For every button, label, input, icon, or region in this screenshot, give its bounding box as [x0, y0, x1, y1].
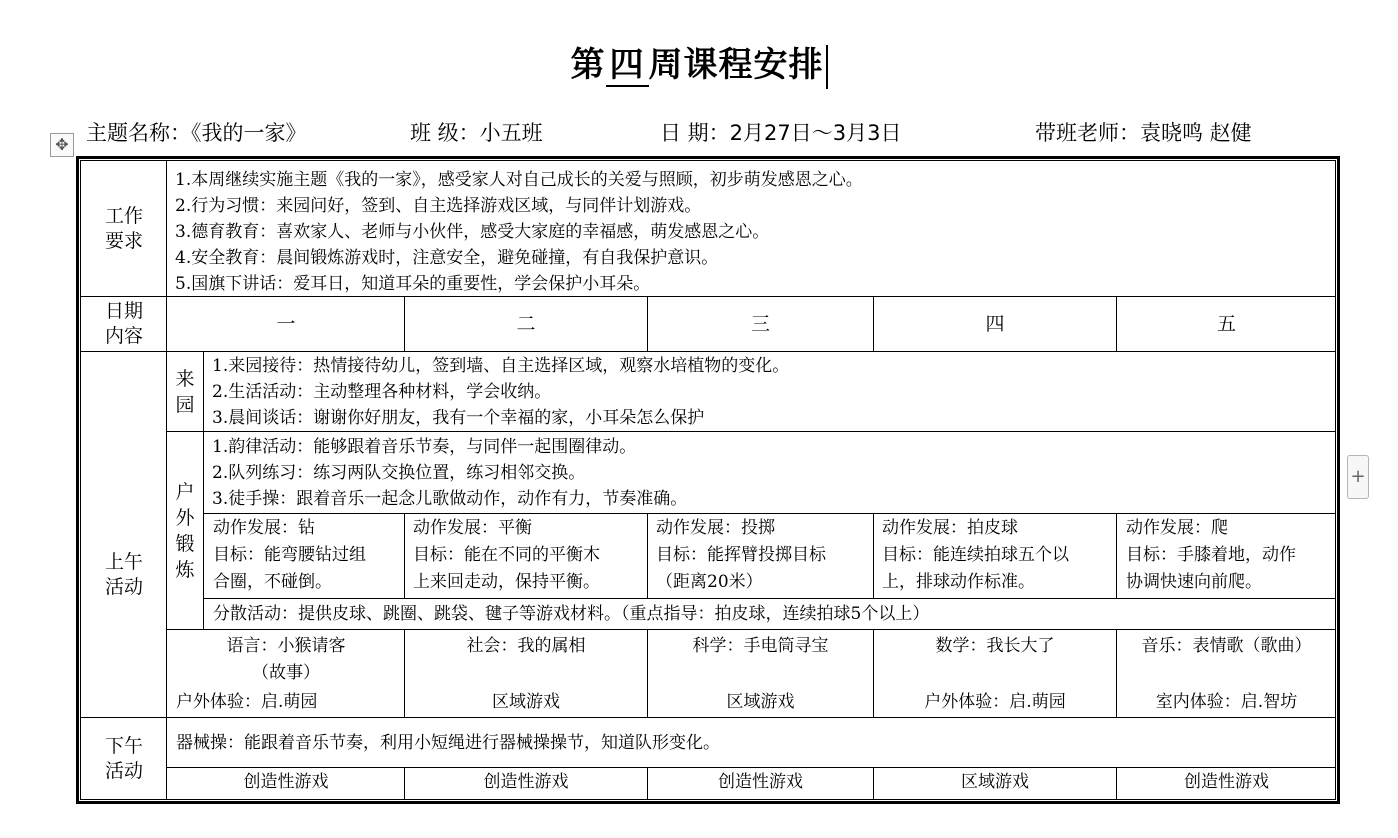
cell-line: 动作发展：拍皮球: [882, 518, 1018, 538]
cell-line: 动作发展：投掷: [656, 518, 775, 538]
game-fri: 创造性游戏: [1184, 772, 1269, 792]
day-header-mon: 一: [276, 313, 296, 335]
row-divider: [80, 717, 1336, 718]
lesson-fri-bottom: 室内体验：启.智坊: [1155, 692, 1298, 712]
game-wed: 创造性游戏: [718, 772, 803, 792]
game-mon: 创造性游戏: [243, 772, 329, 792]
cell-line: 动作发展：钻: [213, 518, 315, 538]
lesson-title: 社会：我的属相: [466, 636, 586, 656]
text-cursor: [826, 45, 828, 89]
list-item: 3.德育教育：喜欢家人、老师与小伙伴，感受大家庭的幸福感，萌发感恩之心。: [175, 222, 770, 242]
theme-name: 主题名称：《我的一家》: [86, 121, 307, 145]
row-divider: [80, 351, 1336, 352]
cell-line: 目标：能弯腰钻过组: [213, 545, 366, 565]
outdoor-label-char: 炼: [175, 558, 195, 581]
cell-line: 合圈，不碰倒。: [213, 572, 332, 592]
motor-cell-thu: [882, 515, 1114, 596]
lesson-thu: [874, 633, 1116, 660]
arrival-items: [212, 353, 789, 431]
arrival-label: [174, 352, 196, 431]
col-divider: [404, 513, 405, 598]
title-prefix: 第: [570, 45, 606, 85]
cell-line: 动作发展：爬: [1126, 518, 1228, 538]
lesson-mon-bottom: 户外体验：启.萌园: [176, 692, 318, 712]
cell-line: （距离20米）: [656, 572, 763, 592]
teacher-names: 带班老师：袁晓鸣 赵健: [1035, 121, 1252, 145]
col-divider: [203, 351, 204, 629]
list-item: 4.安全教育：晨间锻炼游戏时，注意安全，避免碰撞，有自我保护意识。: [175, 248, 719, 268]
morning-label: [82, 352, 166, 717]
lesson-title: 科学：手电筒寻宝: [692, 636, 829, 656]
cell-line: 目标：能在不同的平衡木: [413, 545, 600, 565]
morning-label-line: 上午: [104, 550, 143, 573]
page-title: [0, 40, 1398, 90]
lesson-subtitle: （故事）: [252, 663, 320, 683]
list-item: 1.来园接待：热情接待幼儿，签到墙、自主选择区域，观察水培植物的变化。: [212, 356, 790, 376]
list-item: 2.行为习惯：来园问好，签到、自主选择游戏区域，与同伴计划游戏。: [175, 196, 702, 216]
row-divider: [166, 767, 1336, 768]
day-header-tue: 二: [516, 313, 536, 335]
work-label: [82, 162, 166, 296]
list-item: 3.徒手操：跟着音乐一起念儿歌做动作，动作有力，节奏准确。: [212, 489, 688, 509]
lesson-title: 音乐：表情歌（歌曲）: [1141, 636, 1312, 656]
motor-cell-wed: [656, 515, 871, 596]
cell-line: 目标：手膝着地，动作: [1126, 545, 1296, 565]
row-divider: [166, 431, 1336, 432]
list-item: 5.国旗下讲话：爱耳日，知道耳朵的重要性，学会保护小耳朵。: [175, 274, 651, 294]
scattered-activities: 分散活动：提供皮球、跳圈、跳袋、毽子等游戏材料。（重点指导：拍皮球，连续拍球5个以上）: [213, 604, 930, 624]
work-label-line: 要求: [104, 230, 143, 252]
outdoor-label: [174, 432, 196, 629]
cell-line: 上来回走动，保持平衡。: [413, 572, 600, 592]
cell-line: 协调快速向前爬。: [1126, 572, 1262, 592]
dates-label: [82, 297, 166, 351]
list-item: 1.韵律活动：能够跟着音乐节奏，与同伴一起围圈律动。: [212, 437, 637, 457]
col-divider: [166, 160, 167, 800]
lesson-title: 语言：小猴请客: [226, 636, 346, 656]
outdoor-label-char: 户: [175, 480, 195, 503]
lesson-wed-bottom: 区域游戏: [726, 692, 795, 712]
lesson-title: 数学：我长大了: [935, 636, 1055, 656]
lesson-tue-bottom: 区域游戏: [492, 692, 560, 712]
outdoor-label-char: 锻: [175, 532, 195, 555]
day-header-thu: 四: [985, 313, 1005, 335]
dates-label-line: 日期: [104, 300, 143, 322]
morning-label-line: 活动: [104, 575, 143, 598]
row-divider: [203, 598, 1336, 599]
list-item: 1.本周继续实施主题《我的一家》，感受家人对自己成长的关爱与照顾，初步萌发感恩之心。: [175, 170, 863, 190]
lesson-fri: [1117, 633, 1336, 660]
day-header-fri: 五: [1216, 313, 1236, 335]
lesson-tue: [405, 633, 647, 660]
motor-cell-tue: [413, 515, 645, 596]
arrival-label-char: 园: [175, 393, 195, 416]
cell-line: 动作发展：平衡: [413, 518, 532, 538]
work-requirements: [175, 167, 863, 297]
outdoor-label-char: 外: [175, 506, 195, 529]
title-suffix: 周课程安排: [648, 45, 824, 85]
list-item: 2.生活活动：主动整理各种材料，学会收纳。: [212, 382, 552, 402]
col-divider: [647, 513, 648, 598]
row-divider: [166, 629, 1336, 630]
lesson-thu-bottom: 户外体验：启.萌园: [924, 692, 1066, 712]
list-item: 3.晨间谈话：谢谢你好朋友，我有一个幸福的家，小耳朵怎么保护: [212, 408, 705, 428]
lesson-mon: [168, 633, 404, 687]
date-range: 日 期：2月27日～3月3日: [660, 121, 902, 145]
plus-icon[interactable]: +: [1347, 455, 1369, 499]
afternoon-label-line: 下午: [104, 735, 143, 757]
day-header-wed: 三: [750, 313, 770, 335]
motor-cell-mon: [213, 515, 403, 596]
col-divider: [1116, 513, 1117, 598]
arrival-label-char: 来: [175, 367, 195, 390]
cell-line: 目标：能连续拍球五个以: [882, 545, 1069, 565]
afternoon-label: [82, 718, 166, 800]
game-tue: 创造性游戏: [483, 772, 569, 792]
outdoor-items: [212, 434, 687, 512]
game-thu: 区域游戏: [961, 772, 1029, 792]
apparatus-exercise: 器械操：能跟着音乐节奏，利用小短绳进行器械操操节，知道队形变化。: [176, 733, 720, 753]
afternoon-label-line: 活动: [104, 760, 143, 782]
move-icon[interactable]: ✥: [50, 133, 74, 157]
work-label-line: 工作: [104, 205, 143, 227]
cell-line: 目标：能挥臂投掷目标: [656, 545, 826, 565]
row-divider: [203, 513, 1336, 514]
class-name: 班 级：小五班: [410, 121, 543, 145]
list-item: 2.队列练习：练习两队交换位置，练习相邻交换。: [212, 463, 586, 483]
col-divider: [873, 513, 874, 598]
lesson-wed: [648, 633, 873, 660]
cell-line: 上，排球动作标准。: [882, 572, 1035, 592]
dates-label-line: 内容: [104, 325, 143, 347]
motor-cell-fri: [1126, 515, 1334, 596]
title-week[interactable]: 四: [606, 45, 649, 87]
